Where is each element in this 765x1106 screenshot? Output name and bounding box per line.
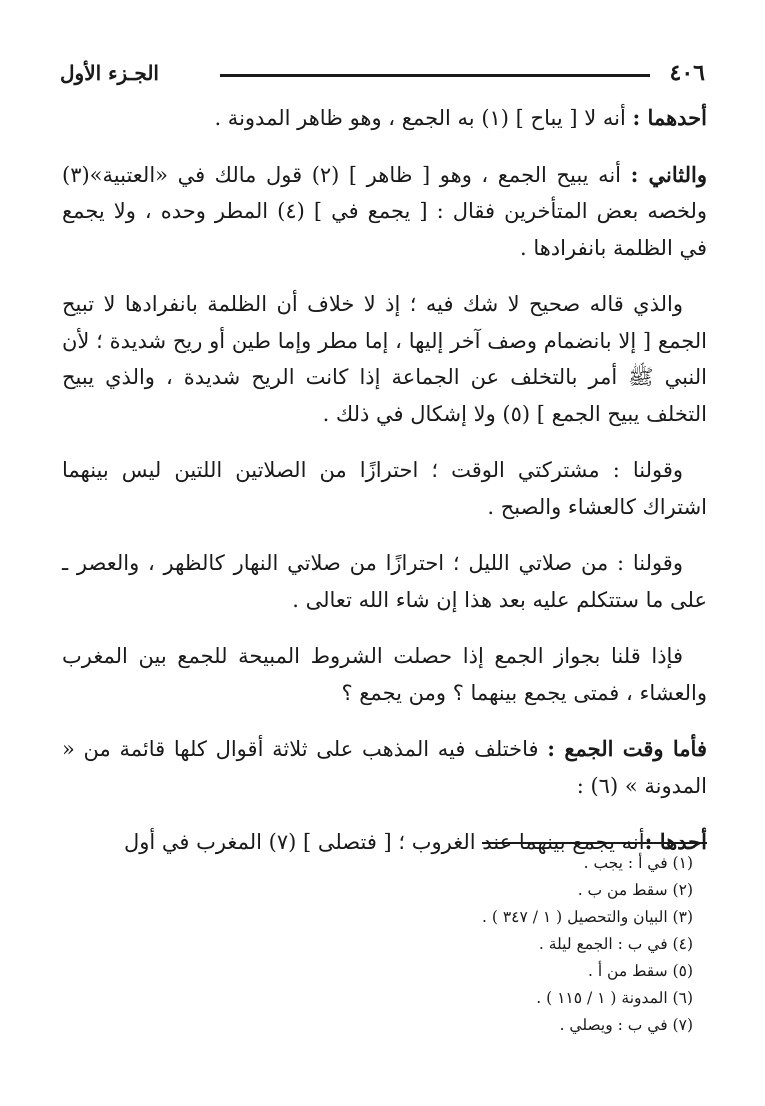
- paragraph-text: فإذا قلنا بجواز الجمع إذا حصلت الشروط المبيحة للجمع بين المغرب والعشاء ، فمتى يجمع بينهما ؟ ومن يجمع ؟: [62, 644, 707, 705]
- paragraph-text: وقولنا : من صلاتي الليل ؛ احترازًا من صلاتي النهار كالظهر ، والعصر ـ على ما ستتكلم عليه بعد هذا إن شاء الله تعالى .: [62, 551, 707, 612]
- paragraph-text: فاختلف فيه المذهب على ثلاثة أقوال كلها قائمة من « المدونة » (٦) :: [62, 737, 707, 798]
- paragraph-lead: أحدها :: [644, 829, 707, 854]
- paragraph-lead: فأما وقت الجمع :: [547, 736, 707, 761]
- footnote: (٥) سقط من أ .: [587, 962, 693, 980]
- paragraph-text: أنه يبيح الجمع ، وهو [ ظاهر ] (٢) قول مالك في «العتبية»(٣) ولخصه بعض المتأخرين فقال : [ يجمع في ] (٤) المطر وحده ، ولا يجمع في الظلمة بانفرادها .: [62, 162, 707, 260]
- paragraph-lead: أحدهما :: [632, 105, 707, 130]
- footnote: (٦) المدونة ( ١ / ١١٥ ) .: [536, 989, 693, 1007]
- paragraph: [62, 100, 707, 137]
- paragraph-text: والذي قاله صحيح لا شك فيه ؛ إذ لا خلاف أن الظلمة بانفرادها لا تبيح الجمع [ إلا بانضمام وصف آخر إليها ، إما مطر وإما طين أو ريح شديدة ؛ لأن النبي ﷺ أمر بالتخلف عن الجماعة إذا كانت الريح شديدة ، والذي يبيح التخلف يبيح الجمع ] (٥) ولا إشكال في ذلك .: [62, 292, 707, 426]
- footnote: (١) في أ : يجب .: [583, 854, 693, 872]
- paragraph: [62, 452, 707, 525]
- main-text: [62, 100, 707, 881]
- header-rule: [220, 74, 650, 77]
- paragraph-lead: والثاني :: [630, 161, 707, 187]
- paragraph: [62, 731, 707, 804]
- footnote-rule: [482, 842, 707, 844]
- paragraph-text: أنه يجمع بينهما عند الغروب ؛ [ فتصلى ] (٧) المغرب في أول: [123, 830, 645, 854]
- paragraph-text: أنه لا [ يباح ] (١) به الجمع ، وهو ظاهر المدونة .: [214, 106, 633, 130]
- paragraph: [62, 638, 707, 711]
- paragraph: [62, 545, 707, 618]
- paragraph: [62, 157, 707, 267]
- page-number: ٤٠٦: [669, 60, 705, 86]
- paragraph: [62, 286, 707, 432]
- page-header: [60, 58, 705, 88]
- running-title: الجـزء الأول: [60, 61, 159, 85]
- footnote: (٢) سقط من ب .: [577, 881, 693, 899]
- footnote: (٧) في ب : ويصلي .: [559, 1016, 693, 1034]
- paragraph-text: وقولنا : مشتركتي الوقت ؛ احترازًا من الصلاتين اللتين ليس بينهما اشتراك كالعشاء والصبح .: [62, 458, 707, 519]
- footnotes: [62, 850, 693, 1039]
- footnote: (٤) في ب : الجمع ليلة .: [538, 935, 693, 953]
- footnote: (٣) البيان والتحصيل ( ١ / ٣٤٧ ) .: [482, 908, 693, 926]
